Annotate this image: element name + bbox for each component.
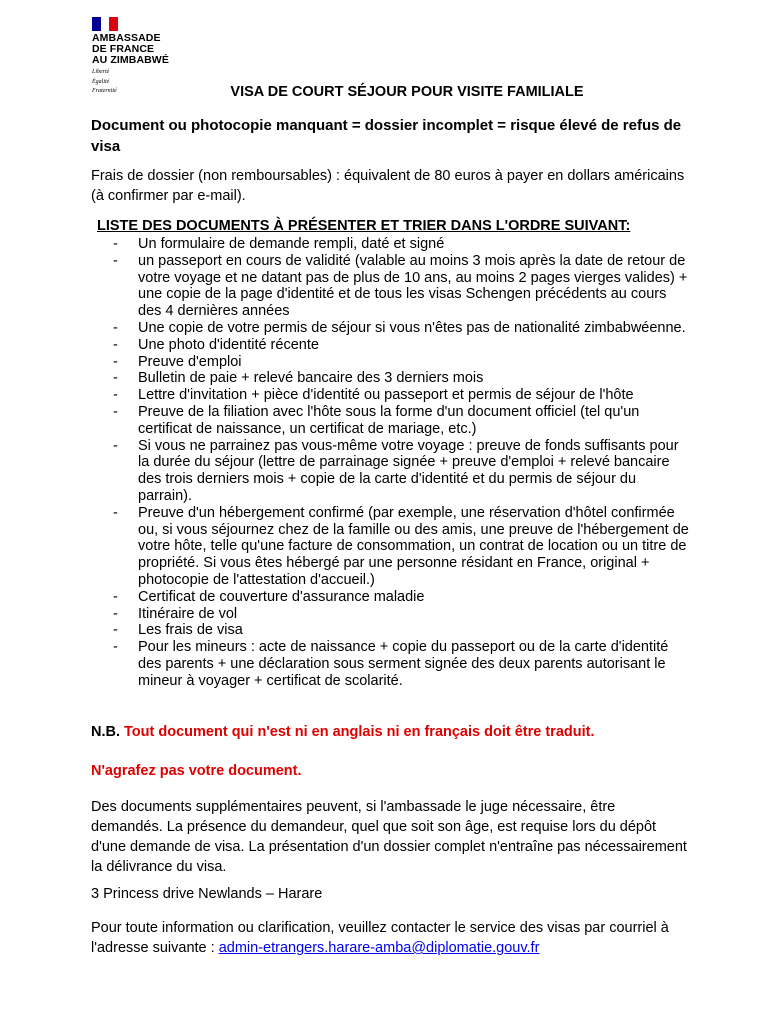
list-item: - Preuve d'emploi <box>113 354 693 371</box>
list-item: - Lettre d'invitation + pièce d'identité ou passeport et permis de séjour de l'hôte <box>113 387 693 404</box>
no-staple-notice: N'agrafez pas votre document. <box>91 763 302 779</box>
logo-motto-1: Liberté <box>92 69 110 75</box>
list-item: - Si vous ne parrainez pas vous-même votre voyage : preuve de fonds suffisants pour la durée du séjour (lettre de parrainage signée + preuve d'emploi + relevé bancaire des trois derniers mois + copie de la carte d'identité et du permis de séjour du parrain). <box>113 438 693 505</box>
list-item: - Bulletin de paie + relevé bancaire des 3 derniers mois <box>113 370 693 387</box>
nb-label: N.B. <box>91 724 120 740</box>
fees-text: Frais de dossier (non remboursables) : équivalent de 80 euros à payer en dollars américains (à confirmer par e-mail). <box>91 168 685 204</box>
contact-paragraph <box>91 918 691 958</box>
list-item: - Certificat de couverture d'assurance maladie <box>113 589 693 606</box>
logo-motto-2: Égalité <box>92 78 110 85</box>
logo-motto-3: Fraternité <box>92 88 117 94</box>
logo-line-2: DE FRANCE <box>92 43 155 55</box>
list-item: - Un formulaire de demande rempli, daté et signé <box>113 236 693 253</box>
french-flag-icon <box>92 17 118 31</box>
nota-bene <box>91 722 691 742</box>
list-item: - Preuve d'un hébergement confirmé (par exemple, une réservation d'hôtel confirmée ou, si vous séjournez chez de la famille ou des amis, une preuve de l'hébergement de votre hôte, telle qu'une facture de consommation, un contrat de location ou un titre de propriété. Si vous êtes hébergé par une personne résidant en France, original + photocopie de l'attestation d'accueil.) <box>113 505 693 589</box>
embassy-address: 3 Princess drive Newlands – Harare <box>91 886 323 902</box>
contact-email-link[interactable]: admin-etrangers.harare-amba@diplomatie.gouv.fr <box>218 940 540 956</box>
page-title: VISA DE COURT SÉJOUR POUR VISITE FAMILIALE <box>230 84 584 100</box>
list-item: - Une photo d'identité récente <box>113 337 693 354</box>
embassy-logo <box>92 17 202 95</box>
documents-list-title: LISTE DES DOCUMENTS À PRÉSENTER ET TRIER DANS L'ORDRE SUIVANT: <box>97 218 631 234</box>
list-item: - Preuve de la filiation avec l'hôte sous la forme d'un document officiel (tel qu'un certificat de naissance, un certificat de mariage, etc.) <box>113 404 693 438</box>
list-item: - Itinéraire de vol <box>113 606 693 623</box>
list-item: - Les frais de visa <box>113 622 693 639</box>
list-item: - Pour les mineurs : acte de naissance + copie du passeport ou de la carte d'identité des parents + une déclaration sous serment signée des deux parents autorisant le mineur à voyager + certificat de scolarité. <box>113 639 693 689</box>
list-item: - Une copie de votre permis de séjour si vous n'êtes pas de nationalité zimbabwéenne. <box>113 320 693 337</box>
warning-text: Document ou photocopie manquant = dossier incomplet = risque élevé de refus de visa <box>91 117 682 155</box>
list-item: - un passeport en cours de validité (valable au moins 3 mois après la date de retour de votre voyage et ne datant pas de plus de 10 ans, au moins 2 pages vierges valides) + une copie de la page d'identité et de tous les visas Schengen précédents au cours des 4 dernières années <box>113 253 693 320</box>
logo-line-3: AU ZIMBABWÉ <box>92 54 169 66</box>
logo-line-1: AMBASSADE <box>92 32 161 44</box>
additional-documents-text: Des documents supplémentaires peuvent, si l'ambassade le juge nécessaire, être demandés. La présence du demandeur, quel que soit son âge, est requise lors du dépôt d'une demande de visa. La présentation d'un dossier complet n'entraîne pas nécessairement la délivrance du visa. <box>91 799 687 875</box>
contact-text: Pour toute information ou clarification, veuillez contacter le service des visas par courriel à l'adresse suivante : <box>91 920 669 956</box>
documents-list <box>113 236 693 690</box>
nb-translation-notice: Tout document qui n'est ni en anglais ni en français doit être traduit. <box>124 724 595 740</box>
